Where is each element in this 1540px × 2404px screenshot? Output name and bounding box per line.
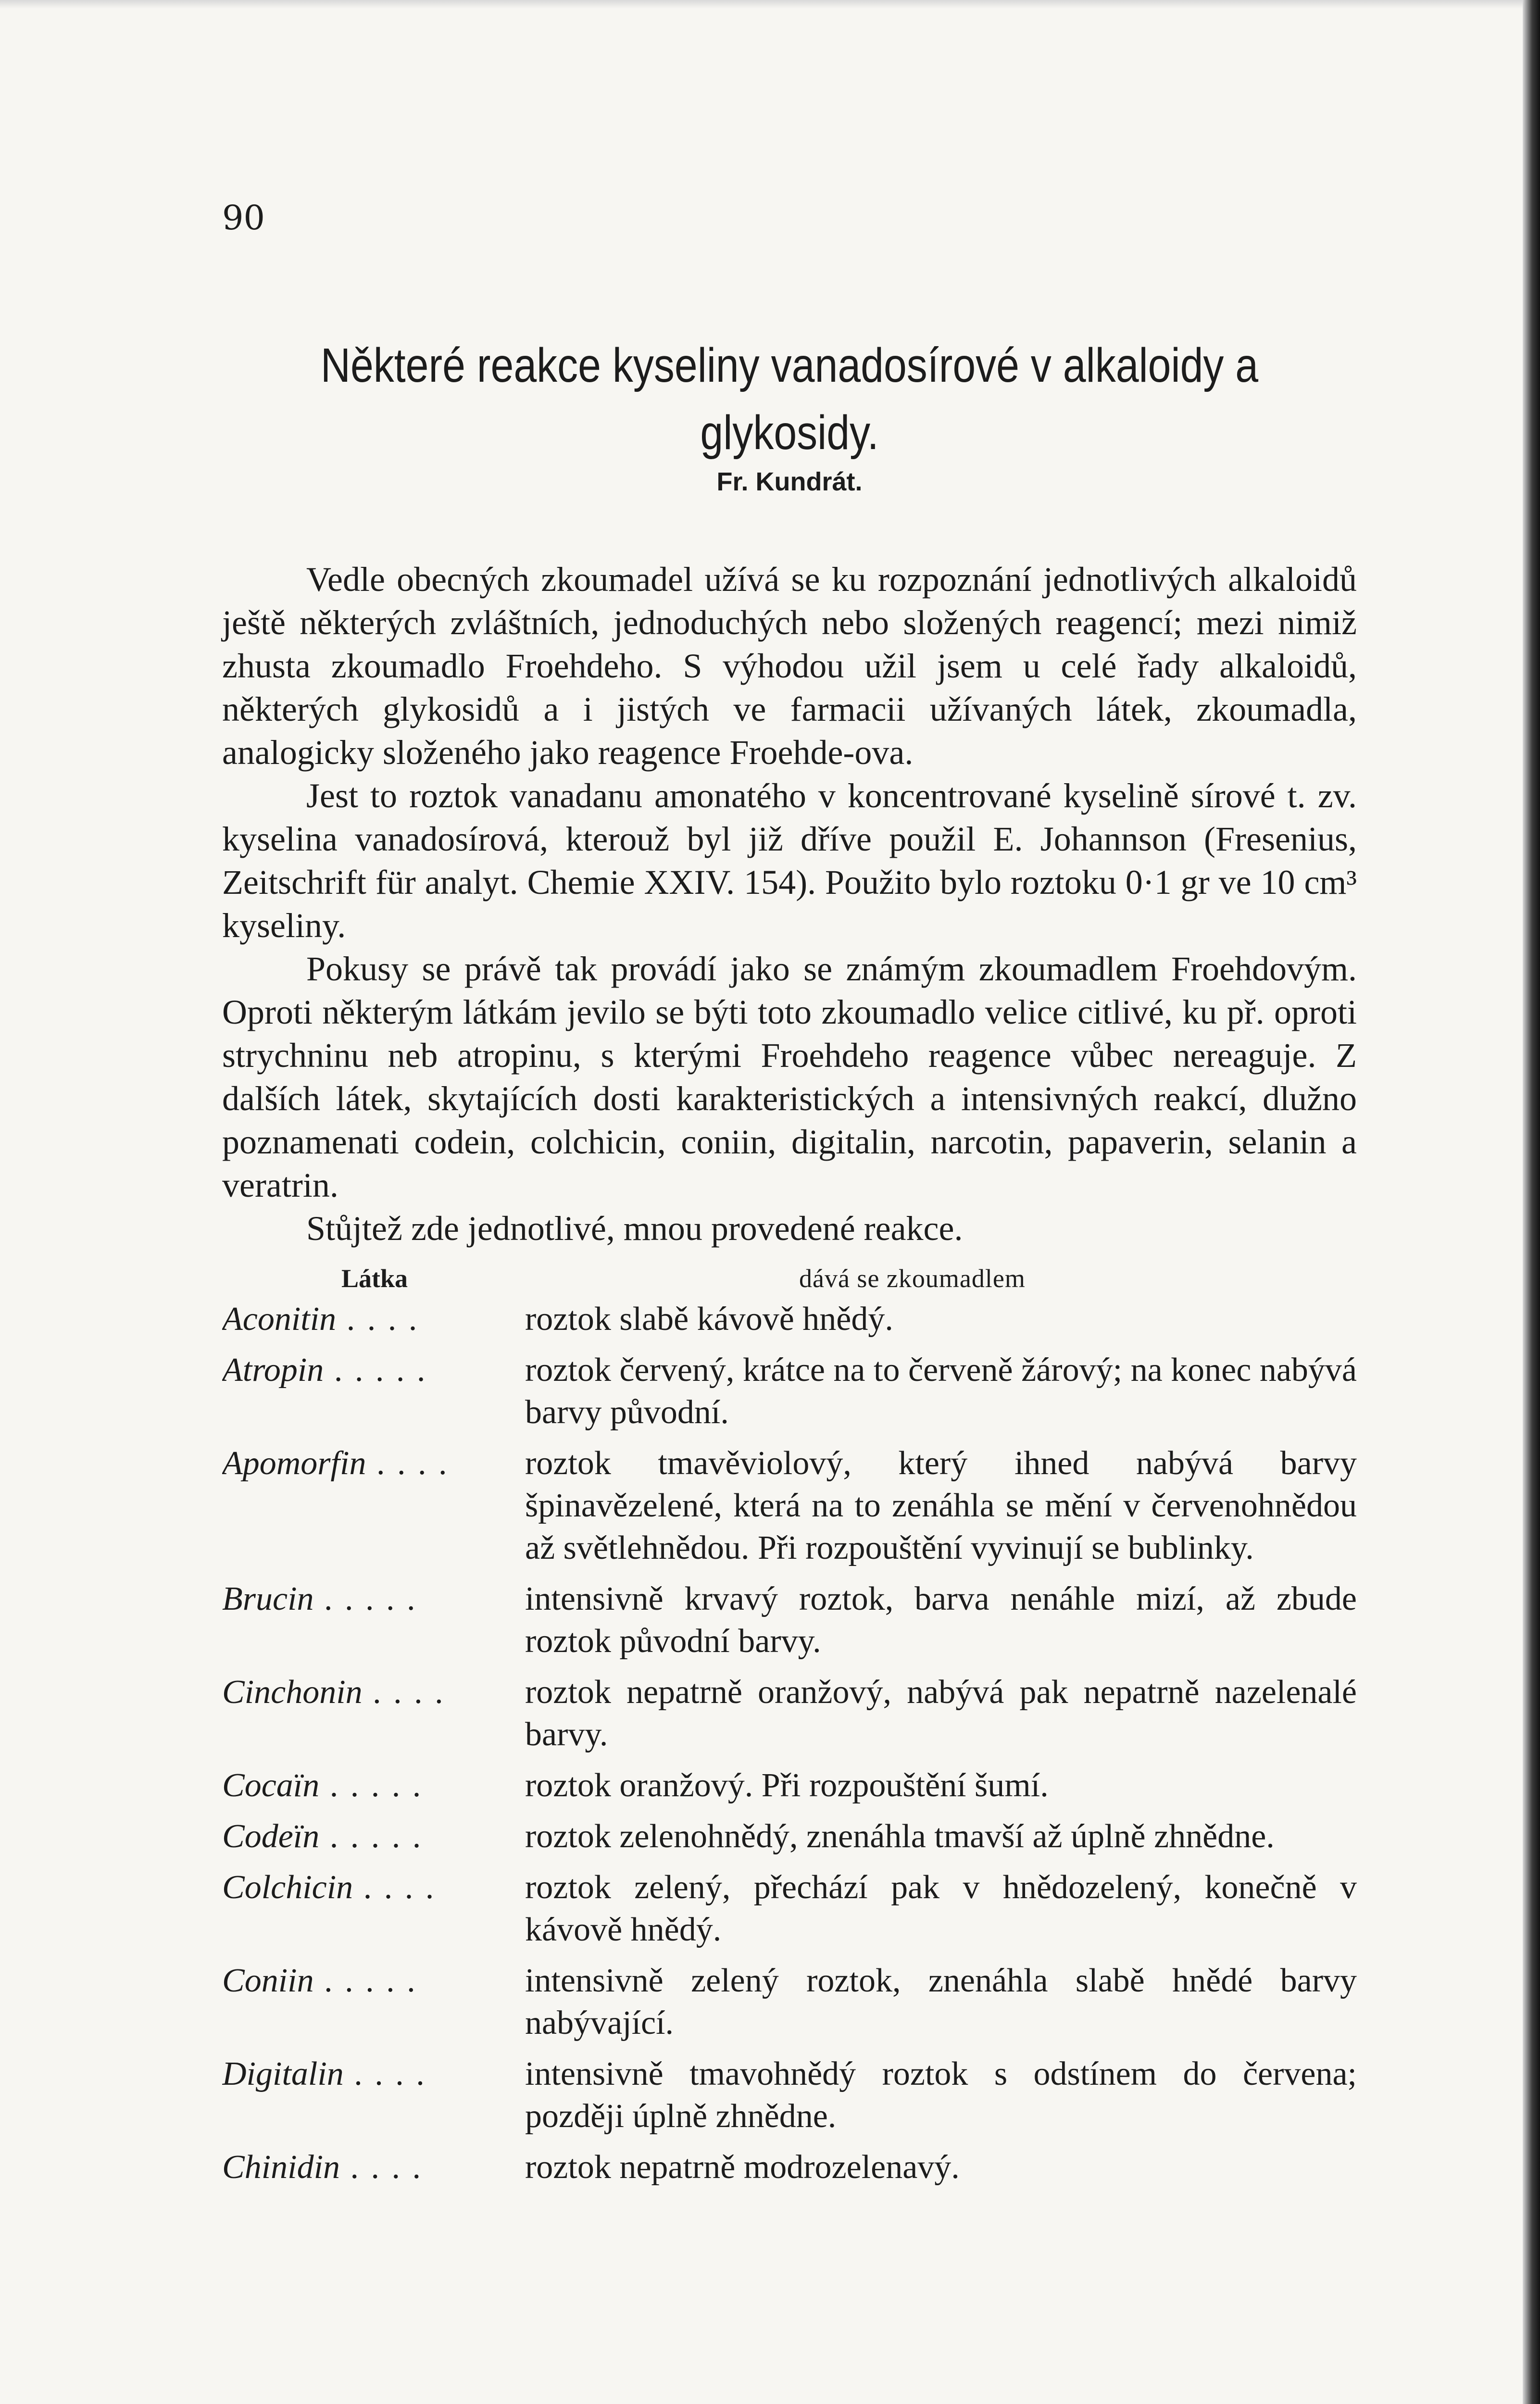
substance-cell (222, 1960, 525, 2044)
scan-top-edge (0, 0, 1540, 9)
substance-name: Digitalin (222, 2055, 344, 2092)
table-row (222, 1671, 1357, 1756)
leader-dots: . . . . (362, 1674, 445, 1711)
leader-dots: . . . . . (313, 1962, 417, 1999)
leader-dots: . . . . (340, 2149, 423, 2186)
reaction-description: roztok nepatrně modrozelenavý. (525, 2149, 960, 2186)
paragraph: Pokusy se právě tak provádí jako se známým zkoumadlem Froehdovým. Oproti některým látkám jevilo se býti toto zkoumadlo velice citlivé, ku př. oproti strychninu neb atropinu, s kterými Froehdeho reagence vůbec nereaguje. Z dalších látek, skytajících dosti karakteristických a intensivných reakcí, dlužno poznamenati codein, colchicin, coniin, digitalin, narcotin, papaverin, selanin a veratrin. (222, 950, 1357, 1204)
column-header-reaction: dává se zkoumadlem (799, 1264, 1026, 1293)
reaction-description: intensivně krvavý roztok, barva nenáhle mizí, až zbude roztok původní barvy. (525, 1580, 1357, 1660)
substance-name: Cinchonin (222, 1674, 363, 1711)
substance-cell (222, 2053, 525, 2138)
leader-dots: . . . . (366, 1445, 449, 1482)
substance-name: Chinidin (222, 2149, 340, 2186)
substance-cell (222, 1349, 525, 1434)
substance-cell (222, 1816, 525, 1858)
reaction-description: roztok nepatrně oranžový, nabývá pak nepatrně nazelenalé barvy. (525, 1674, 1357, 1753)
leader-dots: . . . . (336, 1301, 419, 1338)
leader-dots: . . . . . (319, 1767, 423, 1804)
substance-name: Brucin (222, 1580, 314, 1617)
leader-dots: . . . . (343, 2055, 426, 2092)
substance-cell (222, 2146, 525, 2189)
substance-cell (222, 1442, 525, 1569)
leader-dots: . . . . . (319, 1818, 423, 1855)
table-row (222, 2146, 1357, 2189)
reaction-description: roztok zelený, přechází pak v hnědozelený, konečně v kávově hnědý. (525, 1869, 1357, 1948)
table-row (222, 1765, 1357, 1807)
table-row (222, 1816, 1357, 1858)
substance-cell (222, 1765, 525, 1807)
page-number: 90 (222, 198, 265, 238)
reaction-description: roztok oranžový. Při rozpouštění šumí. (525, 1767, 1049, 1804)
table-row (222, 1442, 1357, 1569)
leader-dots: . . . . . (324, 1352, 427, 1389)
substance-cell (222, 1578, 525, 1663)
substance-name: Apomorfin (222, 1445, 366, 1482)
substance-name: Cocaïn (222, 1767, 320, 1804)
reaction-description: roztok červený, krátce na to červeně žárový; na konec nabývá barvy původní. (525, 1352, 1357, 1431)
substance-name: Coniin (222, 1962, 314, 1999)
table-row (222, 2053, 1357, 2138)
substance-name: Atropin (222, 1352, 324, 1389)
substance-cell (222, 1298, 525, 1340)
substance-cell (222, 1671, 525, 1756)
reaction-description: roztok tmavěviolový, který ihned nabývá barvy špinavězelené, která na to zenáhla se mění v červenohnědou až světlehnědou. Při rozpouštění vyvinují se bublinky. (525, 1445, 1357, 1566)
reaction-table (222, 1298, 1357, 2197)
table-row (222, 1349, 1357, 1434)
leader-dots: . . . . (353, 1869, 436, 1906)
scan-right-edge (1523, 0, 1540, 2404)
reaction-description: intensivně tmavohnědý roztok s odstínem do červena; později úplně zhnědne. (525, 2055, 1357, 2135)
substance-cell (222, 1866, 525, 1951)
table-row (222, 1298, 1357, 1340)
paragraph: Jest to roztok vanadanu amonatého v koncentrované kyselině sírové t. zv. kyselina vanadosírová, kterouž byl již dříve použil E. Johannson (Fresenius, Zeitschrift für analyt. Chemie XXIV. 154). Použito bylo roztoku 0·1 gr ve 10 cm³ kyseliny. (222, 776, 1357, 945)
article-author: Fr. Kundrát. (716, 467, 863, 496)
paragraph: Vedle obecných zkoumadel užívá se ku rozpoznání jednotlivých alkaloidů ještě některých zvláštních, jednoduchých nebo složených reagencí; mezi nimiž zhusta zkoumadlo Froehdeho. S výhodou užil jsem u celé řady alkaloidů, některých glykosidů a i jistých ve farmacii užívaných látek, zkoumadla, analogicky složeného jako reagence Froehde-ova. (222, 560, 1357, 772)
substance-name: Colchicin (222, 1869, 353, 1906)
article-body (222, 558, 1357, 1250)
leader-dots: . . . . . (313, 1580, 417, 1617)
paragraph: Stůjtež zde jednotlivé, mnou provedené reakce. (306, 1209, 963, 1248)
table-row (222, 1960, 1357, 2044)
reaction-description: roztok zelenohnědý, znenáhla tmavší až úplně zhnědne. (525, 1818, 1275, 1855)
table-row (222, 1866, 1357, 1951)
substance-name: Codeïn (222, 1818, 320, 1855)
article-title: Některé reakce kyseliny vanadosírové v alkaloidy a glykosidy. (320, 338, 1259, 460)
table-row (222, 1578, 1357, 1663)
substance-name: Aconitin (222, 1301, 337, 1338)
column-header-substance: Látka (341, 1264, 408, 1293)
reaction-description: roztok slabě kávově hnědý. (525, 1301, 893, 1338)
reaction-table-header (222, 1264, 1357, 1297)
reaction-description: intensivně zelený roztok, znenáhla slabě hnědé barvy nabývající. (525, 1962, 1357, 2041)
